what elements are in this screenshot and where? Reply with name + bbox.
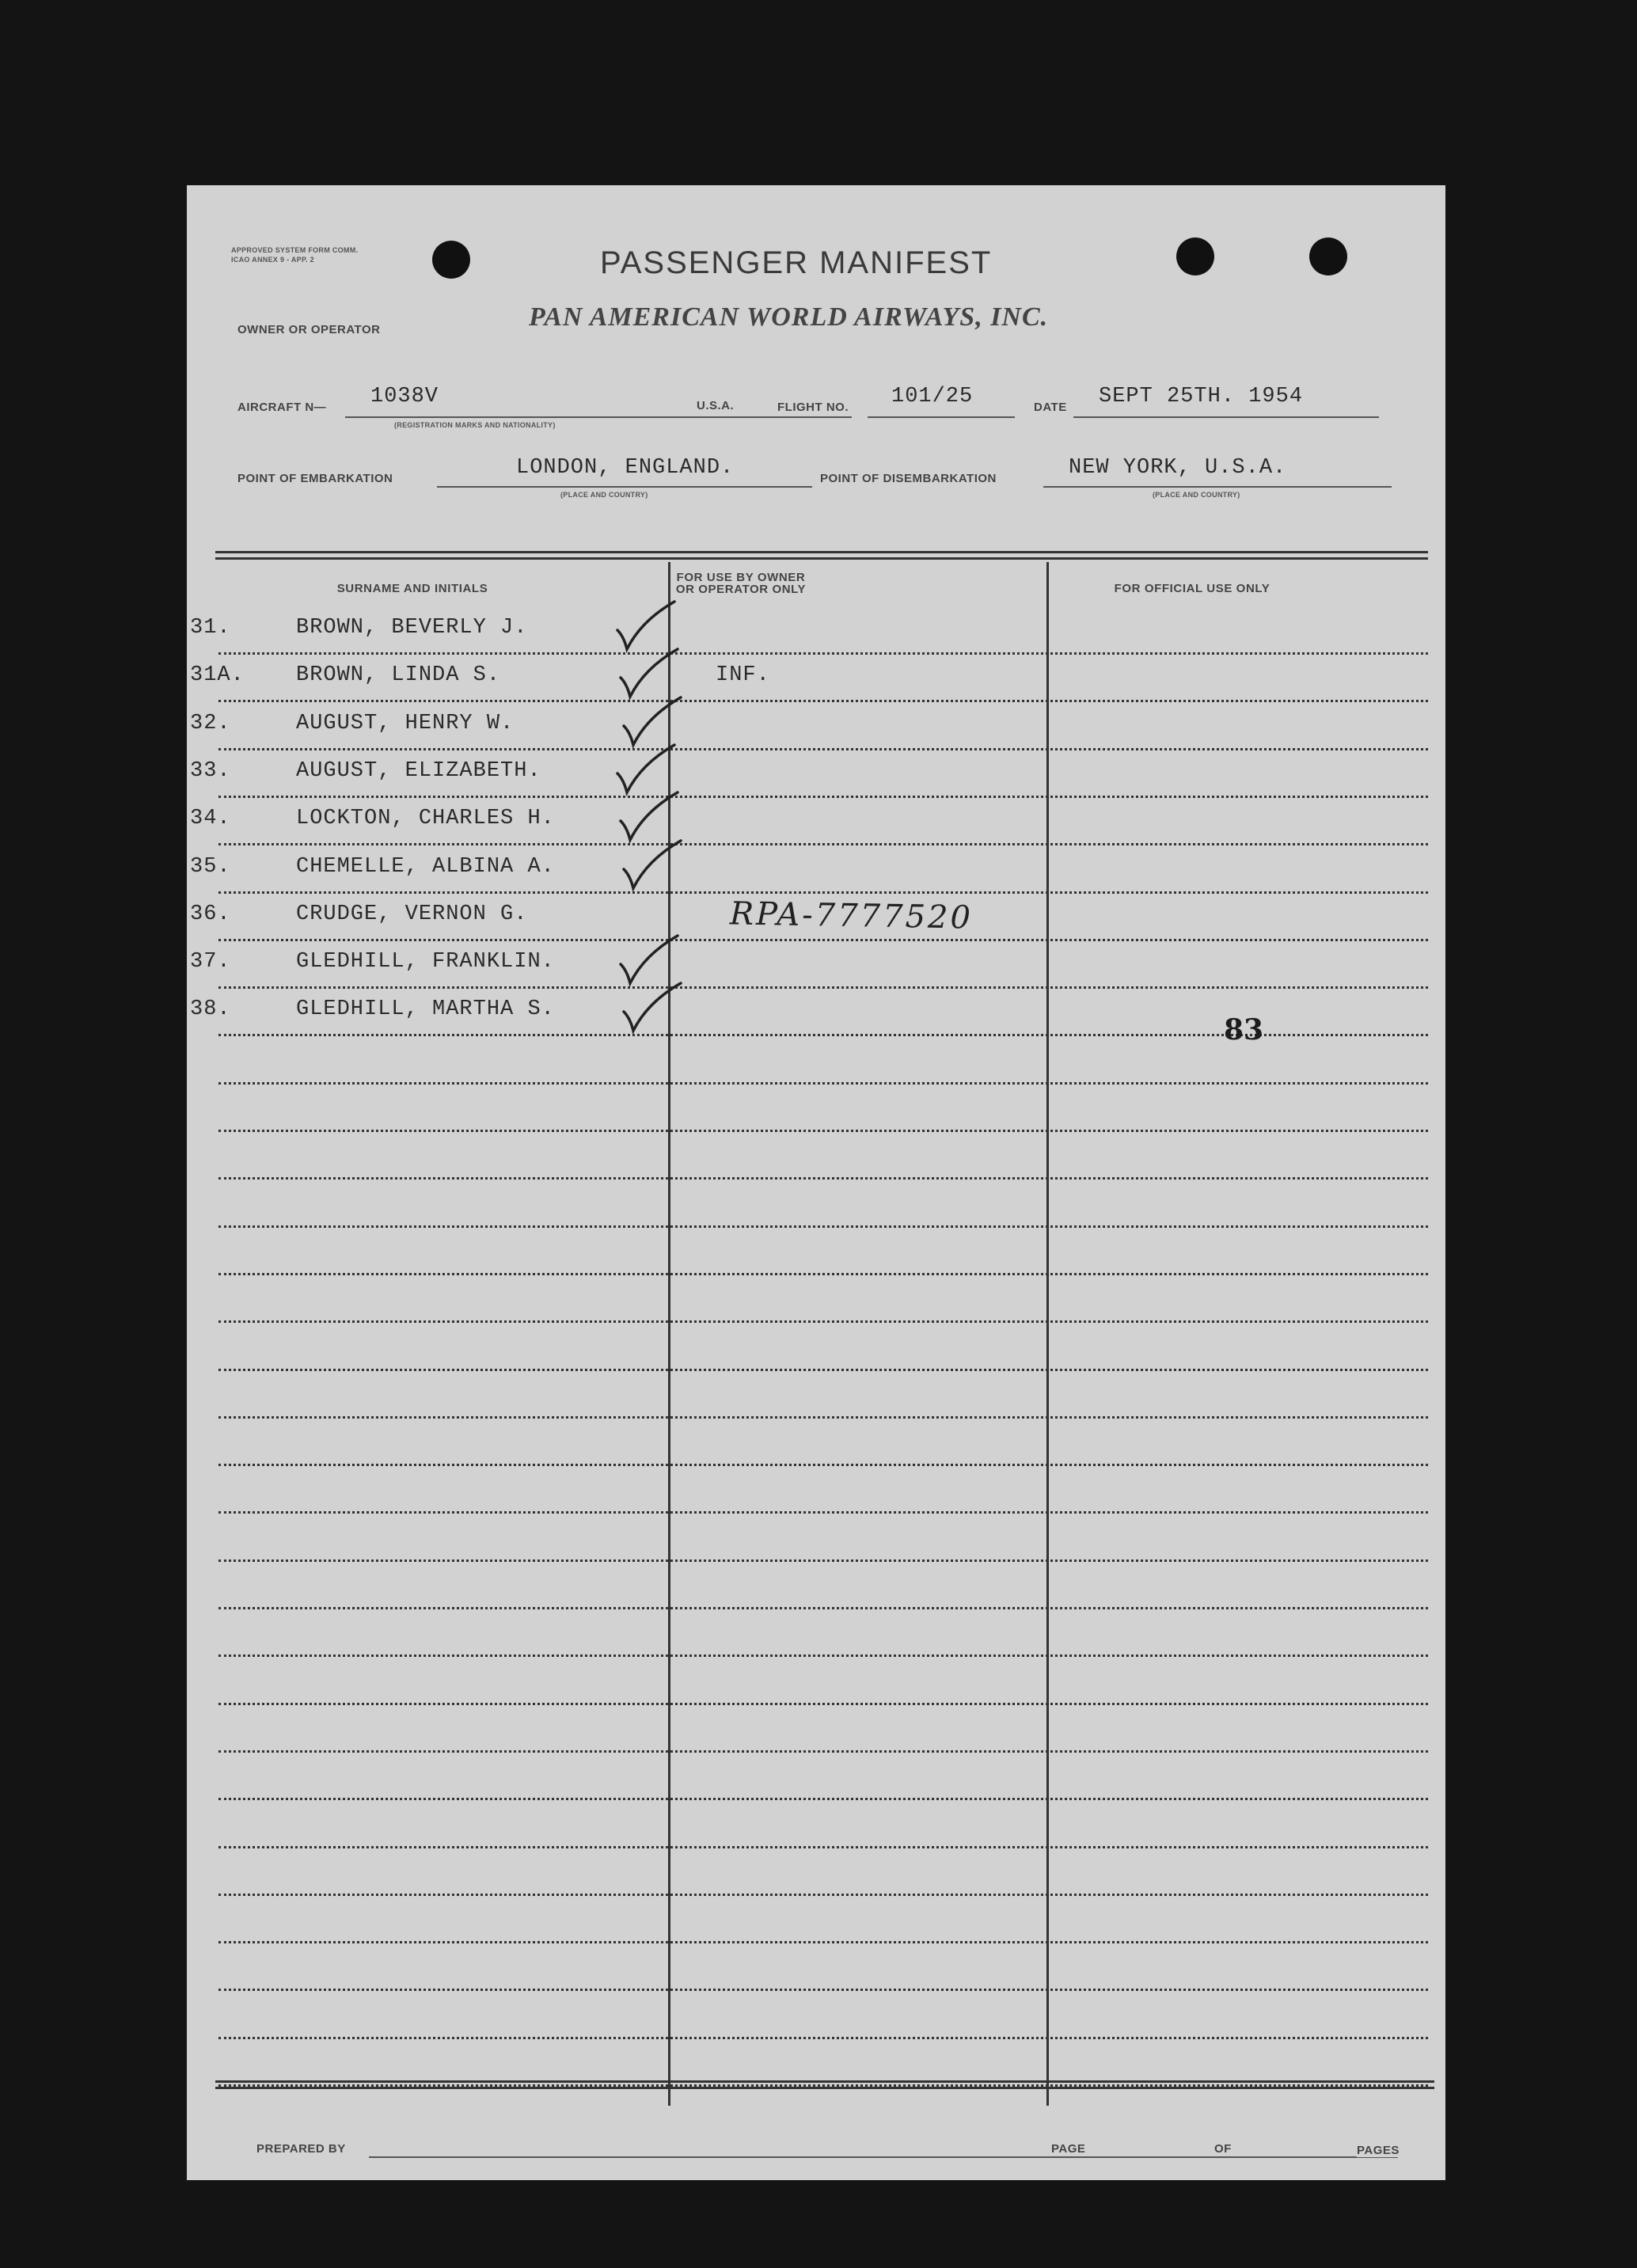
flight-number: 101/25 (891, 385, 974, 408)
row-rule (218, 1177, 1428, 1180)
row-rule (218, 1989, 1428, 1991)
punch-hole (1309, 237, 1347, 275)
handwritten-note: RPA-7777520 (729, 895, 974, 936)
col-header-surname: SURNAME AND INITIALS (336, 582, 488, 595)
passenger-name: BROWN, BEVERLY J. (296, 616, 528, 640)
aircraft-label: AIRCRAFT N— (237, 401, 327, 414)
row-rule (218, 1464, 1428, 1466)
registration-caption: (REGISTRATION MARKS AND NATIONALITY) (394, 421, 556, 429)
official-stamp: 83 (1224, 1013, 1264, 1047)
flight-label: FLIGHT NO. (777, 401, 849, 414)
prepared-by-label: PREPARED BY (256, 2142, 346, 2156)
header-rule-top (215, 551, 1428, 553)
passenger-number: 31A. (190, 663, 245, 687)
header-rule-bottom (215, 557, 1428, 560)
disembark-value: NEW YORK, U.S.A. (1069, 456, 1287, 480)
disembark-label: POINT OF DISEMBARKATION (820, 472, 997, 485)
row-rule (218, 1559, 1428, 1562)
col-header-owner-line2: OR OPERATOR ONLY (675, 583, 807, 596)
embark-underline (437, 486, 812, 488)
passenger-number: 36. (190, 902, 231, 926)
row-rule (218, 891, 1428, 894)
check-mark-icon (621, 838, 684, 893)
row-rule (218, 939, 1428, 941)
check-mark-icon (617, 646, 681, 701)
disembark-underline (1043, 486, 1392, 488)
date-label: DATE (1034, 401, 1067, 414)
check-mark-icon (617, 789, 681, 845)
aircraft-number: 1038V (370, 385, 439, 408)
row-rule (218, 1511, 1428, 1514)
row-rule (218, 1082, 1428, 1085)
row-rule (218, 1846, 1428, 1848)
row-rule (218, 748, 1428, 750)
row-rule (218, 1894, 1428, 1896)
row-rule (218, 1750, 1428, 1753)
row-rule (218, 1941, 1428, 1943)
punch-hole (1176, 237, 1214, 275)
column-divider-2 (1046, 562, 1049, 2106)
page-label: PAGE (1051, 2142, 1086, 2156)
footer-rule-top (215, 2080, 1434, 2083)
passenger-name: LOCKTON, CHARLES H. (296, 807, 555, 830)
row-rule (218, 2037, 1428, 2039)
row-rule (218, 1225, 1428, 1228)
form-title: PASSENGER MANIFEST (600, 245, 993, 280)
manifest-page (187, 185, 1445, 2180)
row-rule (218, 1703, 1428, 1705)
row-rule (218, 1798, 1428, 1800)
passenger-number: 37. (190, 950, 231, 974)
row-rule (218, 1369, 1428, 1371)
prepared-by-underline (369, 2156, 1398, 2158)
row-rule (218, 700, 1428, 702)
of-label: OF (1214, 2142, 1232, 2156)
flight-underline (868, 416, 1015, 418)
passenger-name: CRUDGE, VERNON G. (296, 902, 528, 926)
passenger-name: CHEMELLE, ALBINA A. (296, 855, 555, 879)
owner-label: OWNER OR OPERATOR (237, 323, 381, 336)
usa-label: U.S.A. (697, 399, 735, 412)
row-rule (218, 652, 1428, 655)
row-rule (218, 1130, 1428, 1132)
passenger-name: AUGUST, ELIZABETH. (296, 759, 541, 783)
embark-caption: (PLACE AND COUNTRY) (560, 491, 648, 499)
check-mark-icon (621, 980, 684, 1035)
row-rule (218, 1607, 1428, 1609)
passenger-number: 33. (190, 759, 231, 783)
passenger-number: 32. (190, 712, 231, 735)
approval-stamp: APPROVED SYSTEM FORM COMM. ICAO ANNEX 9 - APP. 2 (231, 246, 359, 264)
col-header-owner-line1: FOR USE BY OWNER (676, 571, 806, 584)
footer-rule-bottom (215, 2087, 1434, 2089)
date-value: SEPT 25TH. 1954 (1099, 385, 1304, 408)
passenger-name: GLEDHILL, FRANKLIN. (296, 950, 555, 974)
row-rule (218, 843, 1428, 845)
embark-value: LONDON, ENGLAND. (516, 456, 735, 480)
row-rule (218, 796, 1428, 798)
row-rule (218, 1416, 1428, 1419)
passenger-number: 34. (190, 807, 231, 830)
passenger-name: GLEDHILL, MARTHA S. (296, 997, 555, 1021)
passenger-number: 38. (190, 997, 231, 1021)
col-header-owner (630, 572, 852, 595)
passenger-number: 35. (190, 855, 231, 879)
row-rule (218, 1273, 1428, 1275)
owner-note: INF. (716, 663, 770, 687)
punch-hole (432, 241, 470, 279)
embark-label: POINT OF EMBARKATION (237, 472, 393, 485)
row-rule (218, 1654, 1428, 1657)
row-rule (218, 1320, 1428, 1323)
col-header-official: FOR OFFICIAL USE ONLY (1114, 582, 1270, 595)
pages-label: PAGES (1357, 2144, 1400, 2157)
disembark-caption: (PLACE AND COUNTRY) (1153, 491, 1240, 499)
company-name: PAN AMERICAN WORLD AIRWAYS, INC. (529, 302, 1049, 332)
passenger-name: BROWN, LINDA S. (296, 663, 501, 687)
aircraft-underline (345, 416, 852, 418)
row-rule (218, 986, 1428, 989)
passenger-name: AUGUST, HENRY W. (296, 712, 515, 735)
passenger-number: 31. (190, 616, 231, 640)
date-underline (1073, 416, 1379, 418)
